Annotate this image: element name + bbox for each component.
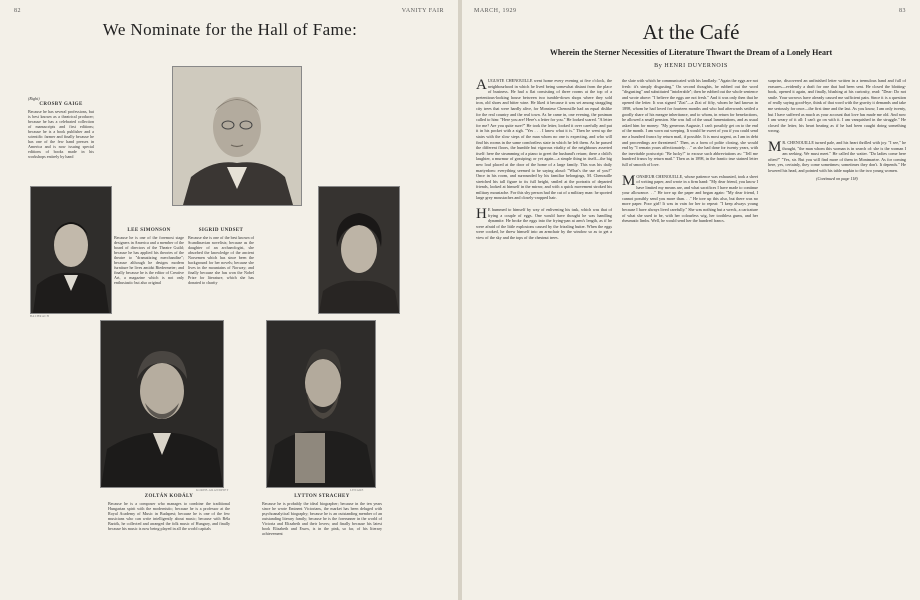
- caption-zoltan-kodaly: [108, 494, 230, 531]
- article-column-3: [768, 78, 906, 594]
- caption-lee-simonson: [114, 228, 184, 285]
- caption-name: CROSBY GAIGE: [39, 102, 83, 107]
- right-page: [462, 0, 920, 600]
- page-number-right: 83: [899, 8, 906, 14]
- photo-crosby-gaige: [172, 66, 302, 206]
- article-title: At the Café: [642, 20, 740, 44]
- caption-name: LEE SIMONSON: [127, 228, 171, 233]
- photo-credit-simonson: BACHRACH: [30, 314, 50, 318]
- caption-text: Because he has several professions, but is best known as a theatrical producer; because he has a celebrated collection of manuscripts and first editions; because he is a book publisher and a scientific farmer and finally because he has one of the few hand presses in America and is now issuing special editions of books made in his workshops entirely by hand: [28, 109, 94, 159]
- drop-cap: M: [622, 172, 636, 189]
- page-number-left: 82: [14, 8, 21, 14]
- caption-prefix: (Right): [28, 96, 40, 101]
- column-text: the slate with which he communicated with his landlady: "Again the eggs are not fresh: it's simply disgusting." On second thoughts, he rubbed out the word "disgusting" and substituted "intolerable"; then he rubbed out the whole sentence and wrote above: "I believe the eggs are not fresh." And it was only then that he opened the letter. It was signed "Zizi"—a Zizi of fifty, whom he had known in 1898, whom he had loved for fourteen months and who had afterwards settled a goodly share of his meagre inheritance, and to whom, in return for benefactions, he allowed a small pension. She was full of the usual lamentations, and as usual asked him for money: "My generous Auguste, I can't possibly get on to the end of the month. I am worn out weeping. It would be sweet of you if you could send me a hundred francs by return mail, if possible. It is most urgent, as I am in debt and proceedings are threatened." Then, as a form of polite closing, she would end by "I remain yours affectionately. . ." as she had done for twenty years, with the inevitable postscript: "Be lucky!" to excuse such abbreviations as: "Tell me hundred francs by return mail." Then as in 1898, in the frantic true stained letter full of smooth of love.: [622, 78, 758, 167]
- running-head-right: MARCH, 1929: [474, 8, 517, 14]
- photo-credit-strachey: LENARE: [350, 488, 364, 492]
- column-text: ONSIEUR CHENOUILLE, whose patience was exhausted, took a sheet of writing paper, and wrote in a firm hand: "My dear friend, you know I have limited my means are, and what sacrifices I have made to continue your allowance. . ." He tore up the paper and began again: "My dear friend, I cannot possibly send you more than. . ." He tore up this also, but there was no more paper. Poor girl! It was in vain for her to repeat: "I keep always young because I have always lived carefully." She was nothing but a wreck, a caricature of what she used to be, with her colourless wig, her toothless gums, and her rheumatic limbs. Well, he would send her the hundred francs.: [622, 173, 758, 224]
- article-subtitle: Wherein the Sterner Necessities of Literature Thwart the Dream of a Lonely Heart: [549, 48, 833, 57]
- caption-text: Because he is a composer who manages to combine the traditional Hungarian spirit with the modernistic; because he is a professor at the Royal Academy of Music in Budapest; because he is one of the few musicians who can write intelligently about music; because with Béla Bartók, he collected and arranged the folk music of Hungary, and finally because his music is now being played in all the world capitals: [108, 501, 230, 531]
- drop-cap: A: [476, 78, 487, 93]
- photo-lytton-strachey: [266, 320, 376, 488]
- column-text: R. CHENOUILLE turned pale, and his heart thrilled with joy. "I see," he thought, "the man whom this woman is in search of: she is the woman I am seeking. We must meet." He called the waiter. "Do ladies come here often?" "Yes, sir. But you will find more of them in Montmartre. As for coming here, yes, certainly, they come sometimes; sometimes they don't. It depends." He lowered his head, and pointed with his table napkin to the two young women.: [768, 139, 906, 173]
- photo-zoltan-kodaly: [100, 320, 224, 488]
- column-text: UGUSTE CHENOUILLE went home every evening at five o'clock, the neighbourhood in which he lived being somewhat distant from the place of business. He had a flat consisting of three rooms at the top of a pretentious-looking house between two tumble-down shops where they sold iron, old shoes and bitter wine. He liked it because it was set among straggling city trees that were hardly alive, for Monsieur Chenouille had an equal dislike for the real country and the real town. As he came in, one evening, the postman called to him: "Here you are! Here's a letter for you." He looked scared. "A letter for me? Are you quite sure?" He took the letter, looked it over carefully and put it in his pocket with a sigh. "Yes . . . I know what it is." Then he went up the stairs with the slow steps of the man whom no one is expecting, and who will find his rooms in the same comfortless state in which he left them. As he passed the different floors, the humble but vigorous vitality of the neighbours asserted itself: here the strumming of a piano to greet the husband's return; there a child's laughter, a murmur of gossiping; or yet again—a simple thing in itself—the big new loaf placed at the door of the home of a large family. This was his daily martyrdom: everything seemed to be saying aloud: "What's the use of you?" Once in his room, and surrounded by his familiar belongings, M. Chenouille stretched his tall figure to its full height, smiled at the portraits of departed friends, looked at himself in the mirror, and with a quick movement stroked his military moustache. For this shy person had the cut of a military man: he sported large grey moustaches and closely-cropped hair.: [476, 78, 612, 201]
- caption-text: Because he is one of the foremost stage designers in America and a member of the board of directors of the Theatre Guild; because he has applied his theories of the theatre to "dramatizing merchandise"; because although he designs modern furniture he lives amidst Biedermeier; and finally because he is the editor of Creative Art, a magazine which is not only enthusiastic but also original: [114, 235, 184, 285]
- left-page: [0, 0, 458, 600]
- caption-sigrid-undset: [188, 228, 254, 285]
- photo-sigrid-undset: [318, 186, 400, 314]
- photo-credit-kodaly: KOREB-GRANDPIET: [196, 488, 229, 492]
- page-title: We Nominate for the Hall of Fame:: [102, 20, 358, 39]
- caption-lytton-strachey: [262, 494, 382, 536]
- article-column-1: [476, 78, 612, 594]
- caption-crosby-gaige: [28, 96, 94, 159]
- caption-text: Because she is one of the best known of Scandinavian novelists; because as the daughter of an archaeologist, she absorbed the knowledge of the ancient Norsemen which has since been the background for her novels; because she lives in the mountains of Norway; and finally because she has won the Nobel Prize for literature, which she has donated to charity: [188, 235, 254, 285]
- caption-name: ZOLTÁN KODÁLY: [144, 494, 194, 499]
- caption-text: Because he is probably the ideal biographer; because in the ten years since he wrote Eminent Victorians, the market has been deluged with psychoanalytical biography; because he is an outstanding member of an outstanding literary family; because he is the forerunner in the world of Victoria and Elizabeth and their lovers; and finally because his latest book Elizabeth and Essex, is in the pink, so far, of his literary achievement: [262, 501, 382, 536]
- caption-name: SIGRID UNDSET: [198, 228, 244, 233]
- article-byline: By HENRI DUVERNOIS: [654, 63, 728, 69]
- caption-name: LYTTON STRACHEY: [294, 494, 350, 499]
- article-column-2: [622, 78, 758, 594]
- running-head-left: VANITY FAIR: [401, 8, 444, 14]
- photo-lee-simonson: [30, 186, 112, 314]
- drop-cap: H: [476, 206, 487, 223]
- drop-cap: M: [768, 138, 782, 155]
- column-text: surprise, discovered an unfinished letter written in a tremulous hand and full of erasures—evidently a draft for one that had been sent. He closed the blotting-book, opened it again, and finally, blushing at his curiosity, read: "Dear: Do not smile. Your sorrows have already caused me sufficient pain. Since it is a question of really saying good-bye, think of that word with the gravity it demands and take me seriously for once—the first time and the last. As you know, I am only twenty, but I have suffered as much as your account that love has made me old. And now I am weary of it all: I can't go on with it. I am vanquished in the struggle." He closed the letter, his heart beating as if he had been caught doing something wrong.: [768, 78, 906, 134]
- continued-note: (Continued on page 118): [816, 175, 858, 181]
- column-text: E hummed to himself by way of enlivening his task, which was that of frying a couple of eggs. One would have thought he was handling dynamite. He broke the eggs into the frying-pan at arm's length, as if he were afraid of the little explosions caused by the frizzling butter. When the eggs were cooked, he threw himself into an armchair by the window so as to get a view of the sky and the tops of the chestnut trees.: [476, 207, 612, 241]
